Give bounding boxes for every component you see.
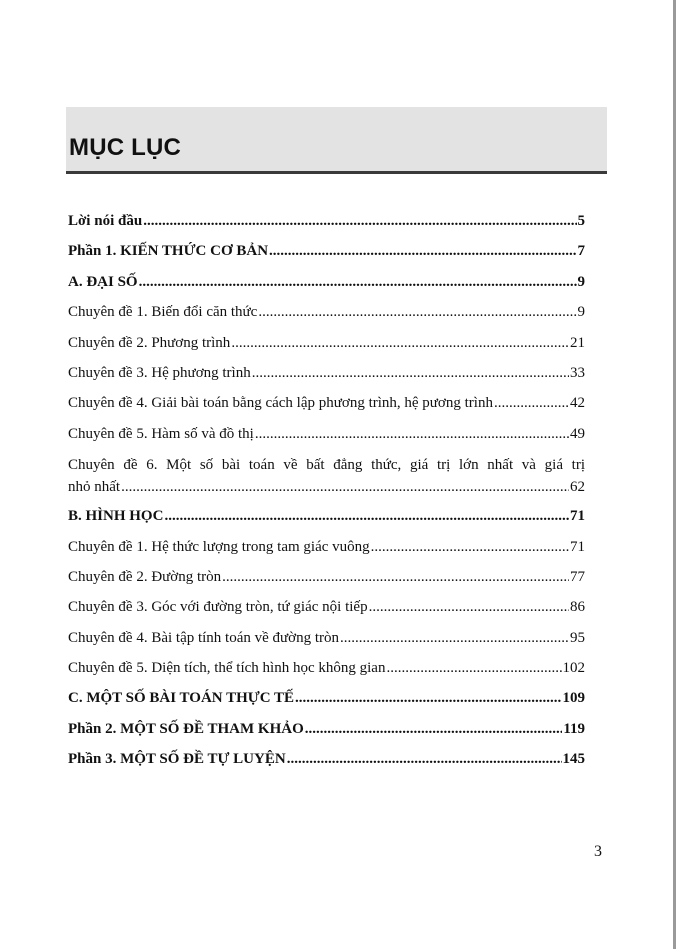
toc-entry-title: B. HÌNH HỌC (68, 508, 164, 525)
toc-entry[interactable] (68, 393, 585, 413)
toc-entry-page: 86 (570, 599, 585, 616)
toc-entry-page: 9 (577, 273, 585, 290)
toc-entry[interactable] (68, 506, 585, 526)
toc-leader-dots (371, 537, 569, 557)
toc-entry-title: Chuyên đề 4. Bài tập tính toán về đường tròn (68, 629, 340, 646)
toc-entry-title: Chuyên đề 3. Góc với đường tròn, tứ giác nội tiếp (68, 599, 368, 616)
toc-entry-title-continued: nhỏ nhất (68, 479, 121, 496)
toc-entry[interactable] (68, 333, 585, 353)
toc-entry-title: Chuyên đề 2. Phương trình (68, 334, 231, 351)
toc-entry-page: 62 (570, 479, 585, 496)
toc-entry-title: Chuyên đề 3. Hệ phương trình (68, 364, 251, 381)
toc-entry[interactable] (68, 567, 585, 587)
toc-entry-title: C. MỘT SỐ BÀI TOÁN THỰC TẾ (68, 690, 295, 707)
toc-entry-title: Chuyên đề 6. Một số bài toán về bất đẳng thức, giá trị lớn nhất và giá trị (68, 457, 585, 474)
toc-entry-title: Phần 2. MỘT SỐ ĐỀ THAM KHẢO (68, 720, 304, 737)
toc-entry[interactable] (68, 658, 585, 678)
toc-leader-dots (231, 333, 569, 353)
page-title: MỤC LỤC (69, 134, 182, 161)
toc-entry-title: Chuyên đề 2. Đường tròn (68, 568, 222, 585)
toc-entry-page: 109 (562, 690, 585, 707)
toc-entry[interactable] (68, 363, 585, 383)
toc-leader-dots (287, 749, 562, 769)
toc-leader-dots (295, 688, 561, 708)
toc-leader-dots (386, 658, 561, 678)
toc-entry[interactable] (68, 272, 585, 292)
toc-entry[interactable] (68, 688, 585, 708)
toc-entry-title: Chuyên đề 4. Giải bài toán bằng cách lập phương trình, hệ pương trình (68, 395, 493, 412)
toc-leader-dots (494, 393, 569, 413)
toc-entry[interactable] (68, 211, 585, 231)
toc-entry-page: 102 (562, 660, 585, 677)
toc-entry-page: 145 (562, 751, 585, 768)
toc-leader-dots (255, 424, 569, 444)
toc-leader-dots (269, 241, 576, 261)
toc-leader-dots (222, 567, 569, 587)
toc-leader-dots (121, 476, 569, 498)
toc-leader-dots (252, 363, 569, 383)
toc-leader-dots (139, 272, 577, 292)
toc-entry-page: 77 (570, 568, 585, 585)
toc-entry-title: Chuyên đề 1. Hệ thức lượng trong tam giác vuông (68, 538, 370, 555)
toc-entry-title: Phần 1. KIẾN THỨC CƠ BẢN (68, 243, 269, 260)
toc-leader-dots (340, 628, 569, 648)
toc-leader-dots (164, 506, 569, 526)
toc-entry[interactable] (68, 537, 585, 557)
toc-entry-title: Lời nói đầu (68, 213, 143, 229)
toc-entry-title: Chuyên đề 1. Biến đổi căn thức (68, 304, 258, 321)
toc-entry-page: 71 (570, 508, 585, 525)
toc-entry[interactable] (68, 241, 585, 261)
toc-entry-page: 21 (570, 334, 585, 351)
toc-entry-page: 119 (563, 720, 585, 737)
toc-entry[interactable] (68, 597, 585, 617)
toc-entry[interactable] (68, 719, 585, 739)
toc-entry-title: Chuyên đề 5. Hàm số và đồ thị (68, 425, 254, 442)
toc-entry-page: 71 (570, 538, 585, 555)
toc-entry-page: 95 (570, 629, 585, 646)
heading-banner (66, 107, 607, 174)
toc-entry-title: Phần 3. MỘT SỐ ĐỀ TỰ LUYỆN (68, 751, 286, 768)
toc-entry[interactable] (68, 749, 585, 769)
toc-entry-title: Chuyên đề 5. Diện tích, thể tích hình học không gian (68, 660, 386, 677)
toc-entry[interactable] (68, 628, 585, 648)
toc-leader-dots (258, 302, 576, 322)
toc-entry-page: 7 (577, 243, 585, 260)
toc-leader-dots (369, 597, 569, 617)
toc-entry-page: 33 (570, 364, 585, 381)
toc-leader-dots (305, 719, 563, 739)
page-number: 3 (594, 843, 602, 860)
toc-entry[interactable] (68, 424, 585, 444)
toc-entry[interactable] (68, 454, 585, 498)
toc-entry[interactable] (68, 302, 585, 322)
toc-leader-dots (143, 211, 576, 231)
toc-entry-page: 9 (577, 304, 585, 321)
toc-entry-page: 42 (570, 395, 585, 412)
table-of-contents (68, 211, 585, 780)
toc-entry-page: 5 (577, 213, 585, 229)
toc-entry-title: A. ĐẠI SỐ (68, 273, 138, 290)
toc-entry-page: 49 (570, 425, 585, 442)
